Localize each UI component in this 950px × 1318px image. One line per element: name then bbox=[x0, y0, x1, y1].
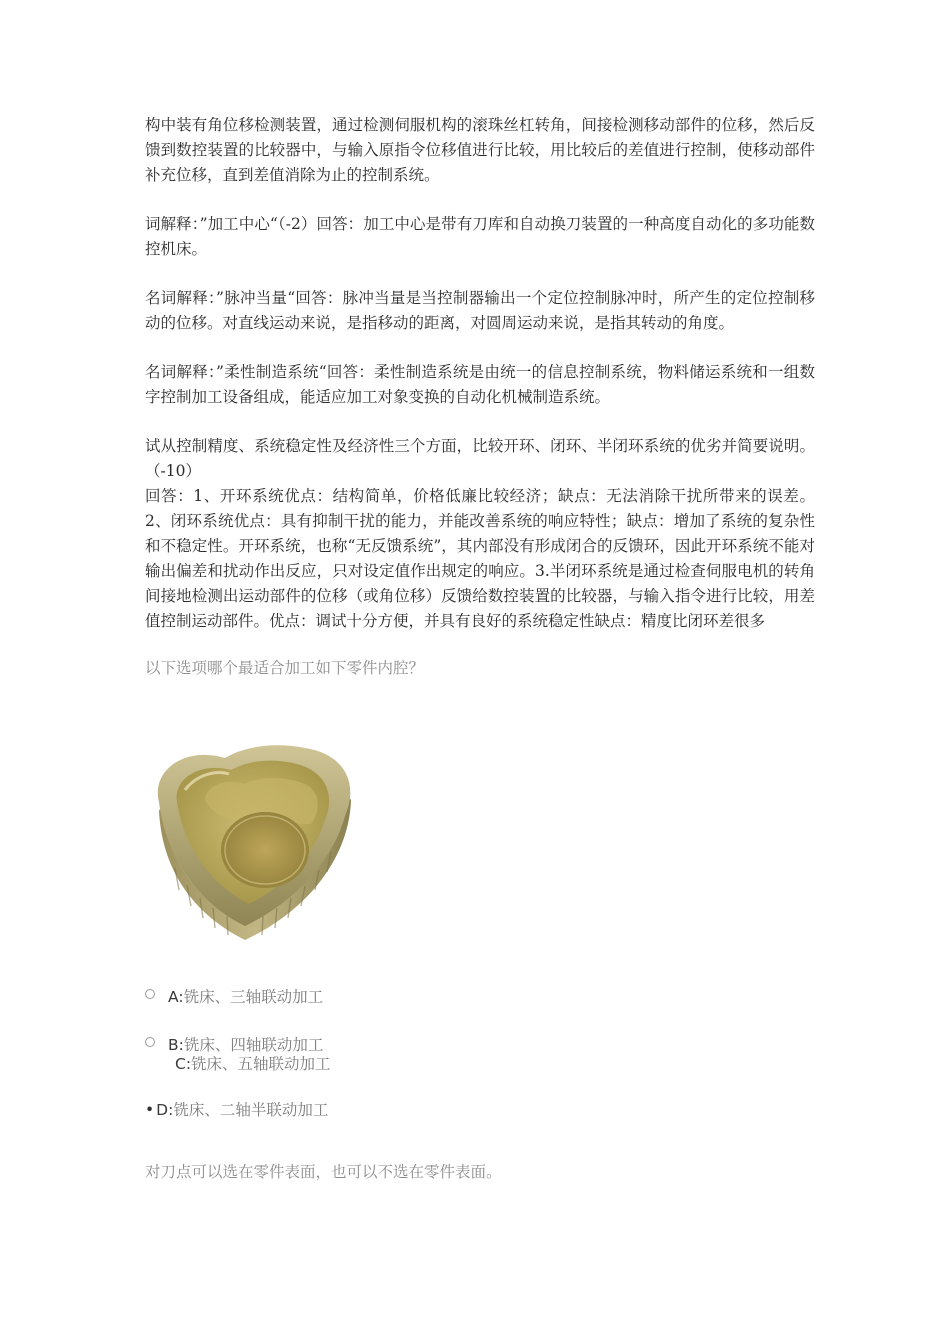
heart-cavity-part-illustration bbox=[145, 740, 355, 948]
paragraph-3: 名词解释：”脉冲当量“回答：脉冲当量是当控制器输出一个定位控制脉冲时，所产生的定位控制移动的位移。对直线运动来说，是指移动的距离，对圆周运动来说，是指其转动的角度。 bbox=[145, 289, 815, 332]
paragraph-5: 试从控制精度、系统稳定性及经济性三个方面，比较开环、闭环、半闭环系统的优劣并简要说明。（-10） bbox=[145, 437, 815, 480]
option-d-label: D:铣床、二轴半联动加工 bbox=[156, 1101, 329, 1119]
option-b-label: B:铣床、四轴联动加工 bbox=[168, 1036, 324, 1054]
option-a-label: A:铣床、三轴联动加工 bbox=[168, 988, 324, 1006]
option-a[interactable] bbox=[145, 986, 323, 1008]
paragraph-4: 名词解释：”柔性制造系统“回答：柔性制造系统是由统一的信息控制系统，物料储运系统和一组数字控制加工设备组成，能适应加工对象变换的自动化机械制造系统。 bbox=[145, 363, 815, 406]
option-c-label: C:铣床、五轴联动加工 bbox=[175, 1055, 331, 1073]
radio-a-icon[interactable] bbox=[145, 989, 155, 999]
selected-bullet-icon: • bbox=[145, 1101, 155, 1119]
document-body bbox=[145, 113, 815, 681]
paragraph-1: 构中装有角位移检测装置，通过检测伺服机构的滚珠丝杠转角，间接检测移动部件的位移，然后反馈到数控装置的比较器中，与输入原指令位移值进行比较，用比较后的差值进行控制，使移动部件补充位移，直到差值消除为止的控制系统。 bbox=[145, 116, 815, 184]
part-image bbox=[145, 740, 355, 948]
option-d[interactable] bbox=[145, 1099, 328, 1121]
question-text: 以下选项哪个最适合加工如下零件内腔？ bbox=[145, 659, 425, 677]
paragraph-6: 回答：1、开环系统优点：结构简单，价格低廉比较经济；缺点：无法消除干扰所带来的误差。2、闭环系统优点：具有抑制干扰的能力，并能改善系统的响应特性；缺点：增加了系统的复杂性和不稳定性。开环系统，也称“无反馈系统”，其内部没有形成闭合的反馈环，因此开环系统不能对输出偏差和扰动作出反应，只对设定值作出规定的响应。3.半闭环系统是通过检查伺服电机的转角间接地检测出运动部件的位移（或角位移）反馈给数控装置的比较器，与输入指令进行比较，用差值控制运动部件。优点：调试十分方便，并具有良好的系统稳定性缺点：精度比闭环差很多 bbox=[145, 487, 815, 630]
footer-statement: 对刀点可以选在零件表面，也可以不选在零件表面。 bbox=[145, 1163, 502, 1181]
option-c[interactable] bbox=[175, 1053, 331, 1075]
paragraph-2: 词解释：”加工中心“（-2）回答：加工中心是带有刀库和自动换刀装置的一种高度自动化的多功能数控机床。 bbox=[145, 215, 815, 258]
radio-b-icon[interactable] bbox=[145, 1037, 155, 1047]
